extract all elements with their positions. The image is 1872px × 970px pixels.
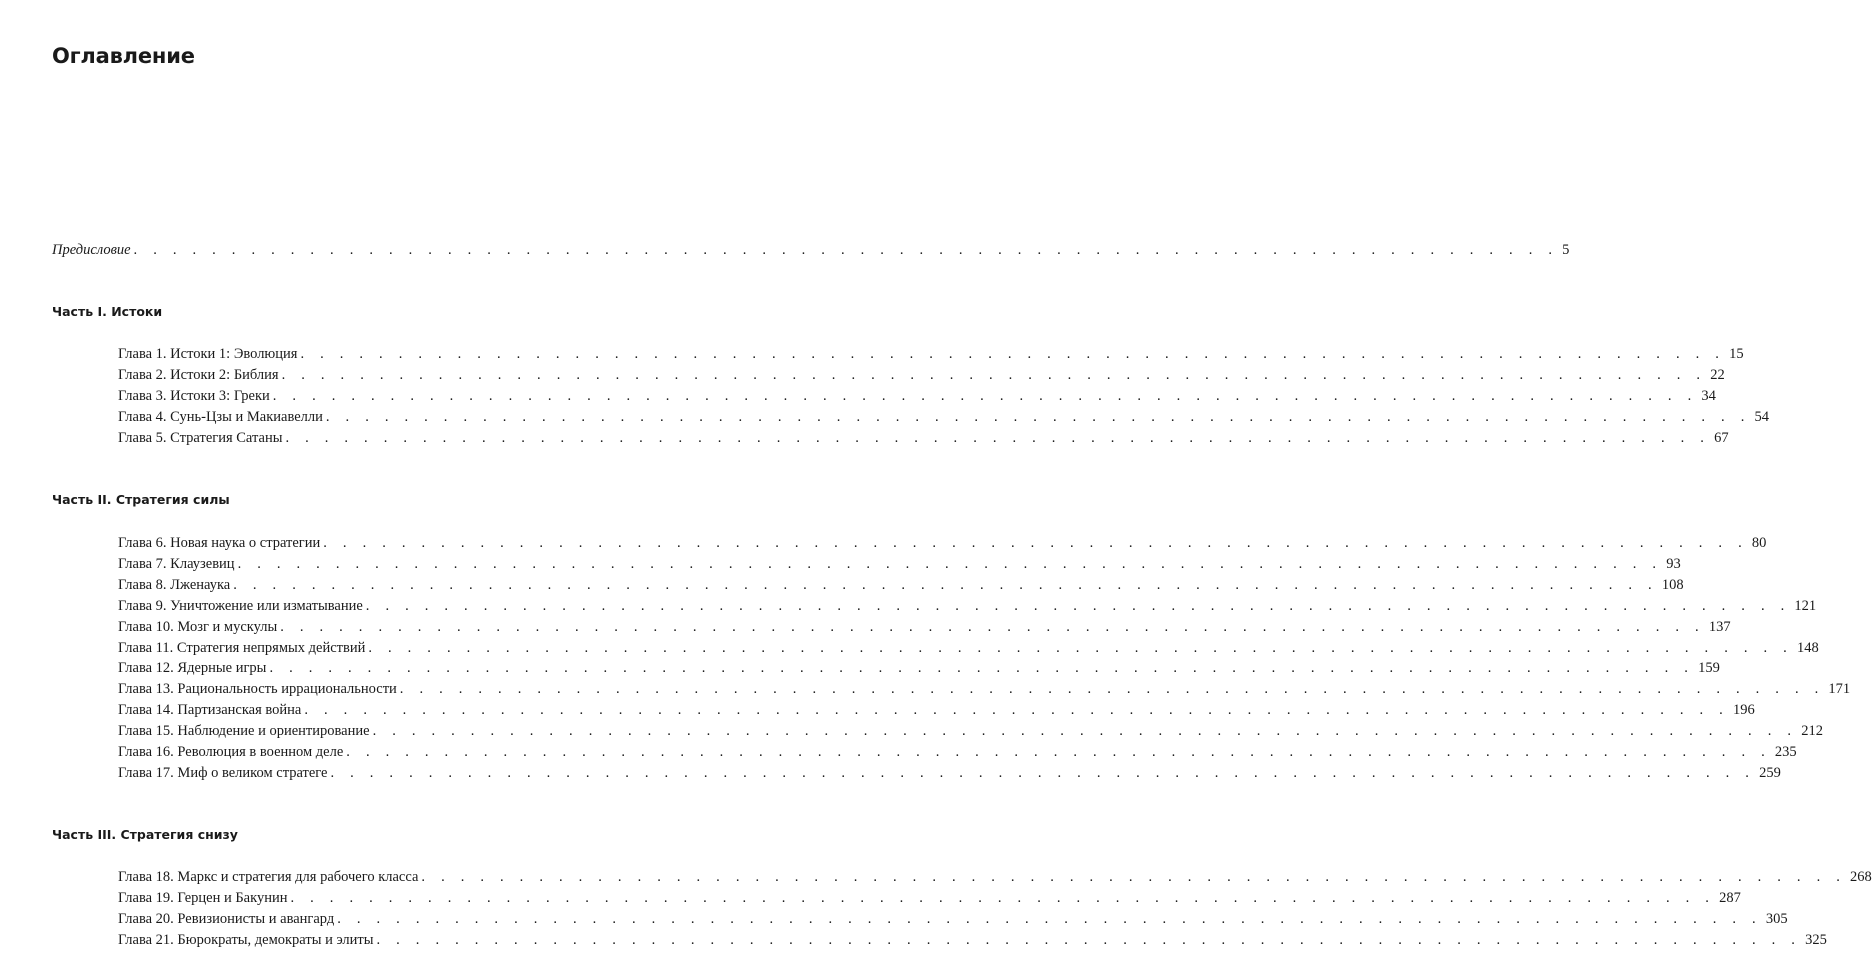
toc-entry[interactable] xyxy=(118,742,1797,763)
toc-entry-page: 108 xyxy=(1661,577,1684,593)
dot-leader: . . . . . . . . . . . . . . . . . . . . . . . . . . . . . . . . . . . . . . . . . . . . . . . . . . . . . . . . . . . . . . . . . . . . . . . . . xyxy=(281,367,1707,383)
toc-entry[interactable] xyxy=(118,638,1819,659)
toc-entry[interactable] xyxy=(118,700,1755,721)
toc-entry-page: 93 xyxy=(1666,556,1681,572)
toc-entry-label: Глава 21. Бюрократы, демократы и элиты xyxy=(118,932,374,948)
toc-entry-page: 305 xyxy=(1765,911,1788,927)
toc-entry-page: 54 xyxy=(1754,409,1770,425)
dot-leader: . . . . . . . . . . . . . . . . . . . . . . . . . . . . . . . . . . . . . . . . . . . . . . . . . . . . . . . . . . . . . . . . . . . . . . . . . xyxy=(272,388,1698,404)
toc-entry[interactable] xyxy=(118,721,1823,742)
dot-leader: . . . . . . . . . . . . . . . . . . . . . . . . . . . . . . . . . . . . . . . . . . . . . . . . . . . . . . . . . . . . . . . . . . . . . . . . . xyxy=(330,765,1756,781)
toc-entry-label: Глава 16. Революция в военном деле xyxy=(118,744,344,760)
dot-leader: . . . . . . . . . . . . . . . . . . . . . . . . . . . . . . . . . . . . . . . . . . . . . . . . . . . . . . . . . . . . . . . . . . . . . . . . . xyxy=(300,346,1726,362)
toc-entry-label: Предисловие xyxy=(52,242,131,258)
toc-entry-page: 235 xyxy=(1774,744,1797,760)
toc-entry[interactable] xyxy=(118,679,1851,700)
toc-entry-label: Глава 9. Уничтожение или изматывание xyxy=(118,598,363,614)
toc-entry-page: 287 xyxy=(1719,890,1741,906)
toc-entry-preface[interactable] xyxy=(52,240,1570,261)
dot-leader: . . . . . . . . . . . . . . . . . . . . . . . . . . . . . . . . . . . . . . . . . . . . . . . . . . . . . . . . . . . . . . . . . . . . . . . . . xyxy=(323,535,1748,551)
dot-leader: . . . . . . . . . . . . . . . . . . . . . . . . . . . . . . . . . . . . . . . . . . . . . . . . . . . . . . . . . . . . . . . . . . . . . . . . . xyxy=(372,723,1798,739)
toc-entry[interactable] xyxy=(118,428,1729,449)
dot-leader: . . . . . . . . . . . . . . . . . . . . . . . . . . . . . . . . . . . . . . . . . . . . . . . . . . . . . . . . . . . . . . . . . . . . . . . . . xyxy=(133,242,1559,258)
toc-entry-page: 159 xyxy=(1698,660,1720,676)
toc-entry[interactable] xyxy=(118,617,1731,638)
toc-entry-page: 268 xyxy=(1850,869,1872,885)
toc-entry-label: Глава 6. Новая наука о стратегии xyxy=(118,535,321,551)
toc-entry[interactable] xyxy=(118,386,1716,407)
toc-entry-label: Глава 11. Стратегия непрямых действий xyxy=(118,640,366,656)
toc-entry-label: Глава 12. Ядерные игры xyxy=(118,660,267,676)
toc-entry-label: Глава 10. Мозг и мускулы xyxy=(118,619,278,635)
toc-entry[interactable] xyxy=(118,575,1684,596)
toc-entry-label: Глава 13. Рациональность иррациональности xyxy=(118,681,397,697)
part-heading: Часть III. Стратегия снизу xyxy=(52,827,238,842)
dot-leader: . . . . . . . . . . . . . . . . . . . . . . . . . . . . . . . . . . . . . . . . . . . . . . . . . . . . . . . . . . . . . . . . . . . . . . . . . xyxy=(285,430,1711,446)
toc-entry[interactable] xyxy=(118,533,1767,554)
toc-entry-label: Глава 18. Маркс и стратегия для рабочего класса xyxy=(118,869,419,885)
dot-leader: . . . . . . . . . . . . . . . . . . . . . . . . . . . . . . . . . . . . . . . . . . . . . . . . . . . . . . . . . . . . . . . . . . . . . . . . . xyxy=(233,577,1658,593)
toc-entry-label: Глава 7. Клаузевиц xyxy=(118,556,235,572)
toc-entry-label: Глава 4. Сунь-Цзы и Макиавелли xyxy=(118,409,323,425)
toc-entry[interactable] xyxy=(118,658,1720,679)
toc-entry-page: 148 xyxy=(1796,640,1819,656)
toc-entry-page: 259 xyxy=(1759,765,1781,781)
toc-entry-page: 196 xyxy=(1733,702,1755,718)
toc-entry-page: 22 xyxy=(1710,367,1725,383)
toc-entry-page: 325 xyxy=(1805,932,1827,948)
toc-entry-label: Глава 3. Истоки 3: Греки xyxy=(118,388,270,404)
dot-leader: . . . . . . . . . . . . . . . . . . . . . . . . . . . . . . . . . . . . . . . . . . . . . . . . . . . . . . . . . . . . . . . . . . . . . . . . . xyxy=(399,681,1825,697)
toc-entry-label: Глава 5. Стратегия Сатаны xyxy=(118,430,283,446)
dot-leader: . . . . . . . . . . . . . . . . . . . . . . . . . . . . . . . . . . . . . . . . . . . . . . . . . . . . . . . . . . . . . . . . . . . . . . . . . xyxy=(325,409,1751,425)
dot-leader: . . . . . . . . . . . . . . . . . . . . . . . . . . . . . . . . . . . . . . . . . . . . . . . . . . . . . . . . . . . . . . . . . . . . . . . . . xyxy=(337,911,1762,927)
dot-leader: . . . . . . . . . . . . . . . . . . . . . . . . . . . . . . . . . . . . . . . . . . . . . . . . . . . . . . . . . . . . . . . . . . . . . . . . . xyxy=(365,598,1791,614)
part-heading: Часть I. Истоки xyxy=(52,304,163,319)
toc-entry[interactable] xyxy=(118,930,1827,951)
toc-entry[interactable] xyxy=(118,365,1725,386)
toc-entry-page: 15 xyxy=(1729,346,1744,362)
toc-entry-page: 137 xyxy=(1708,619,1731,635)
toc-entry[interactable] xyxy=(118,554,1681,575)
dot-leader: . . . . . . . . . . . . . . . . . . . . . . . . . . . . . . . . . . . . . . . . . . . . . . . . . . . . . . . . . . . . . . . . . . . . . . . . . xyxy=(346,744,1771,760)
dot-leader: . . . . . . . . . . . . . . . . . . . . . . . . . . . . . . . . . . . . . . . . . . . . . . . . . . . . . . . . . . . . . . . . . . . . . . . . . xyxy=(421,869,1847,885)
dot-leader: . . . . . . . . . . . . . . . . . . . . . . . . . . . . . . . . . . . . . . . . . . . . . . . . . . . . . . . . . . . . . . . . . . . . . . . . . xyxy=(237,556,1663,572)
toc-entry[interactable] xyxy=(118,344,1744,365)
toc-entry-page: 34 xyxy=(1701,388,1716,404)
dot-leader: . . . . . . . . . . . . . . . . . . . . . . . . . . . . . . . . . . . . . . . . . . . . . . . . . . . . . . . . . . . . . . . . . . . . . . . . . xyxy=(269,660,1695,676)
dot-leader: . . . . . . . . . . . . . . . . . . . . . . . . . . . . . . . . . . . . . . . . . . . . . . . . . . . . . . . . . . . . . . . . . . . . . . . . . xyxy=(280,619,1705,635)
toc-entry-label: Глава 8. Лженаука xyxy=(118,577,231,593)
toc-entry-label: Глава 14. Партизанская война xyxy=(118,702,302,718)
toc-entry-label: Глава 1. Истоки 1: Эволюция xyxy=(118,346,298,362)
toc-entry-page: 121 xyxy=(1794,598,1817,614)
part-heading: Часть II. Стратегия силы xyxy=(52,492,230,507)
toc-entry-label: Глава 2. Истоки 2: Библия xyxy=(118,367,279,383)
toc-entry-page: 5 xyxy=(1562,242,1570,258)
toc-entry-page: 212 xyxy=(1801,723,1823,739)
toc-entry-page: 171 xyxy=(1828,681,1851,697)
toc-entry-page: 80 xyxy=(1751,535,1767,551)
toc-entry[interactable] xyxy=(118,407,1770,428)
toc-entry-label: Глава 17. Миф о великом стратеге xyxy=(118,765,328,781)
page-title: Оглавление xyxy=(52,44,195,68)
toc-entry-label: Глава 20. Ревизионисты и авангард xyxy=(118,911,335,927)
dot-leader: . . . . . . . . . . . . . . . . . . . . . . . . . . . . . . . . . . . . . . . . . . . . . . . . . . . . . . . . . . . . . . . . . . . . . . . . . xyxy=(368,640,1793,656)
toc-entry[interactable] xyxy=(118,763,1781,784)
toc-entry-page: 67 xyxy=(1714,430,1729,446)
toc-entry[interactable] xyxy=(118,888,1741,909)
toc-entry[interactable] xyxy=(118,867,1872,888)
toc-entry[interactable] xyxy=(118,596,1817,617)
dot-leader: . . . . . . . . . . . . . . . . . . . . . . . . . . . . . . . . . . . . . . . . . . . . . . . . . . . . . . . . . . . . . . . . . . . . . . . . . xyxy=(290,890,1716,906)
dot-leader: . . . . . . . . . . . . . . . . . . . . . . . . . . . . . . . . . . . . . . . . . . . . . . . . . . . . . . . . . . . . . . . . . . . . . . . . . xyxy=(304,702,1729,718)
toc-entry-label: Глава 15. Наблюдение и ориентирование xyxy=(118,723,370,739)
toc-entry-label: Глава 19. Герцен и Бакунин xyxy=(118,890,288,906)
dot-leader: . . . . . . . . . . . . . . . . . . . . . . . . . . . . . . . . . . . . . . . . . . . . . . . . . . . . . . . . . . . . . . . . . . . . . . . . . xyxy=(376,932,1802,948)
toc-entry[interactable] xyxy=(118,909,1788,930)
